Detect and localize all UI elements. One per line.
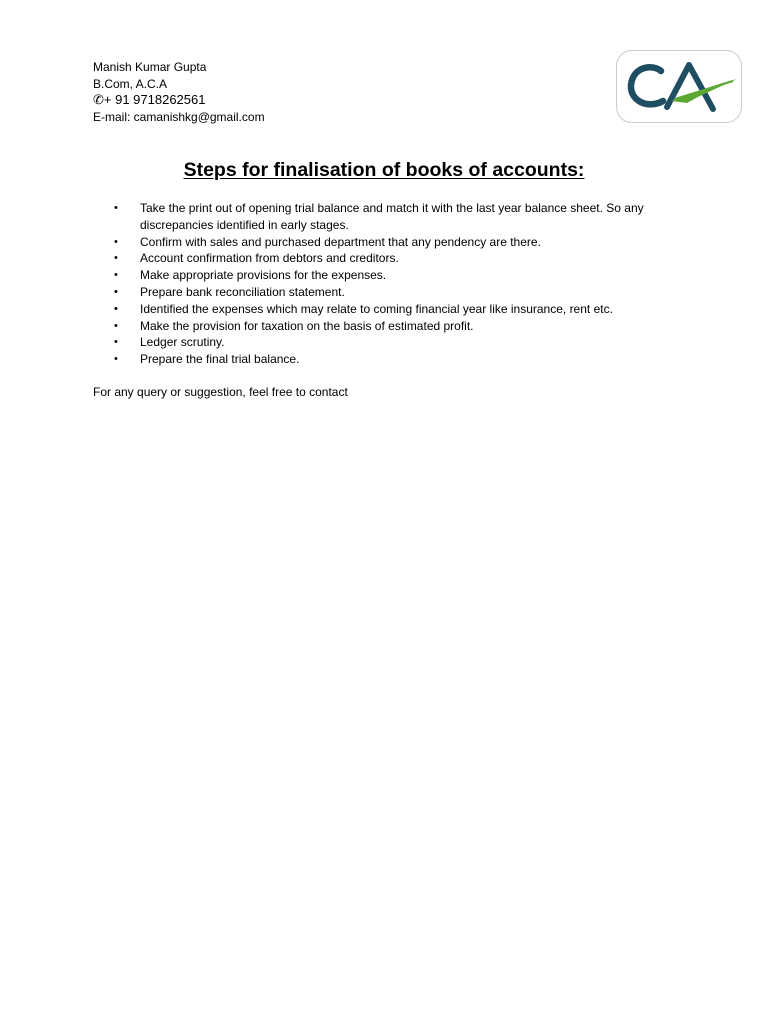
bullet-icon: • xyxy=(114,269,118,282)
email-line: E-mail: camanishkg@gmail.com xyxy=(93,109,265,124)
contact-block xyxy=(93,59,265,125)
bullet-icon: • xyxy=(114,302,118,315)
bullet-icon: • xyxy=(114,319,118,332)
phone-line xyxy=(93,92,265,109)
list-item: • Confirm with sales and purchased department that any pendency are there. xyxy=(114,234,541,249)
list-item: • Take the print out of opening trial balance and match it with the last year balance sheet. So any discrepancies identified in early stages. xyxy=(114,201,644,232)
bullet-icon: • xyxy=(114,285,118,298)
list-item: • Ledger scrutiny. xyxy=(114,335,225,350)
bullet-icon: • xyxy=(114,353,118,366)
ca-logo xyxy=(616,50,742,123)
bullet-icon: • xyxy=(114,202,118,214)
phone-number: + 91 9718262561 xyxy=(103,92,206,107)
list-item: • Make appropriate provisions for the expenses. xyxy=(114,268,387,283)
ca-logo-graphic xyxy=(617,51,741,122)
document-title: Steps for finalisation of books of accounts: xyxy=(183,159,585,181)
phone-icon: ✆ xyxy=(93,92,104,107)
list-item: • Prepare the final trial balance. xyxy=(114,352,300,367)
author-name: Manish Kumar Gupta xyxy=(93,60,207,74)
author-qualification: B.Com, A.C.A xyxy=(93,76,168,91)
contact-note: For any query or suggestion, feel free to contact xyxy=(93,385,348,399)
steps-list xyxy=(114,200,674,368)
list-item: • Prepare bank reconciliation statement. xyxy=(114,284,345,299)
list-item: • Make the provision for taxation on the basis of estimated profit. xyxy=(114,318,474,333)
list-item: • Account confirmation from debtors and creditors. xyxy=(114,251,399,266)
bullet-icon: • xyxy=(114,235,118,248)
bullet-icon: • xyxy=(114,252,118,265)
list-item: • Identified the expenses which may relate to coming financial year like insurance, rent etc. xyxy=(114,301,613,316)
bullet-icon: • xyxy=(114,336,118,349)
